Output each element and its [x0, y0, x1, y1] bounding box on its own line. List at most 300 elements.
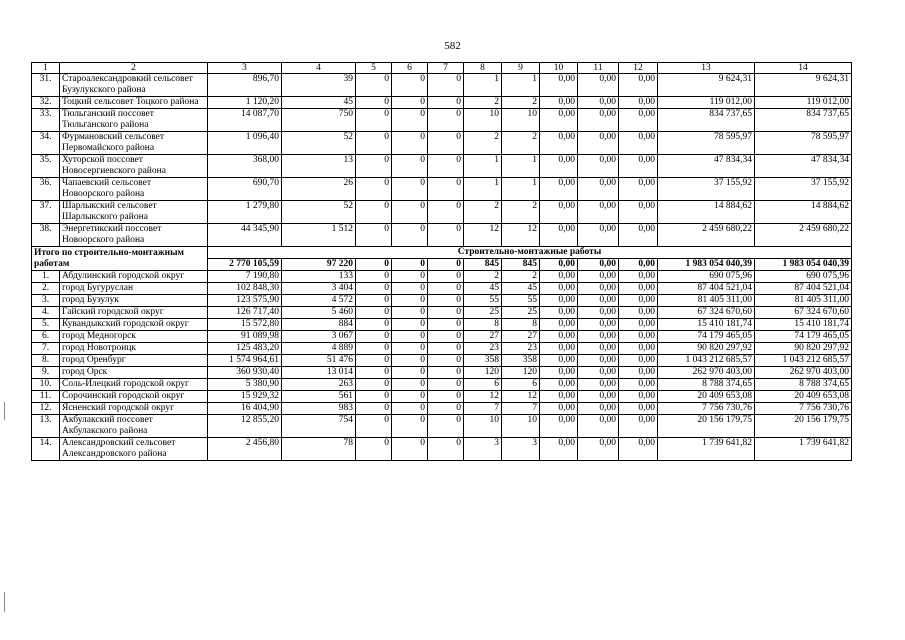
value-cell: 0,00: [578, 343, 619, 355]
value-cell: 0,00: [540, 307, 578, 319]
value-cell: 78: [282, 438, 356, 461]
value-cell: 74 179 465,05: [658, 331, 755, 343]
value-cell: 1 096,40: [208, 132, 282, 155]
value-cell: 262 970 403,00: [658, 367, 755, 379]
table-row: [32, 283, 852, 295]
value-cell: 87 404 521,04: [755, 283, 852, 295]
value-cell: 51 476: [282, 355, 356, 367]
value-cell: 0: [392, 109, 428, 132]
value-cell: 0,00: [619, 355, 658, 367]
table-row: [32, 331, 852, 343]
value-cell: 0,00: [540, 132, 578, 155]
column-number-row: [32, 63, 852, 74]
value-cell: 2: [502, 97, 540, 109]
total-value-cell: 1 983 054 040,39: [658, 259, 755, 271]
value-cell: 0: [428, 379, 464, 391]
column-number-cell: 7: [428, 63, 464, 74]
value-cell: 0,00: [540, 331, 578, 343]
value-cell: 12: [502, 391, 540, 403]
value-cell: 0: [392, 97, 428, 109]
row-number-cell: 1.: [32, 271, 60, 283]
value-cell: 0,00: [540, 355, 578, 367]
value-cell: 4 572: [282, 295, 356, 307]
table-row: [32, 403, 852, 415]
value-cell: 0,00: [578, 74, 619, 97]
value-cell: 133: [282, 271, 356, 283]
value-cell: 0: [392, 343, 428, 355]
value-cell: 0: [428, 109, 464, 132]
value-cell: 0: [428, 391, 464, 403]
value-cell: 14 884,62: [658, 201, 755, 224]
value-cell: 0,00: [578, 319, 619, 331]
value-cell: 0,00: [619, 224, 658, 247]
value-cell: 0,00: [578, 307, 619, 319]
value-cell: 47 834,34: [658, 155, 755, 178]
value-cell: 10: [464, 415, 502, 438]
value-cell: 45: [502, 283, 540, 295]
value-cell: 0,00: [619, 403, 658, 415]
table-row: [32, 132, 852, 155]
value-cell: 0,00: [540, 283, 578, 295]
row-number-cell: 38.: [32, 224, 60, 247]
value-cell: 0: [392, 391, 428, 403]
value-cell: 7 190,80: [208, 271, 282, 283]
value-cell: 12: [502, 224, 540, 247]
value-cell: 5 380,90: [208, 379, 282, 391]
value-cell: 27: [502, 331, 540, 343]
table-row: [32, 97, 852, 109]
municipality-name-cell: Александровский сельсовет Александровского района: [60, 438, 208, 461]
value-cell: 90 820 297,92: [658, 343, 755, 355]
value-cell: 263: [282, 379, 356, 391]
value-cell: 0: [392, 295, 428, 307]
value-cell: 0: [428, 155, 464, 178]
total-value-cell: 0,00: [619, 259, 658, 271]
value-cell: 1: [464, 155, 502, 178]
value-cell: 884: [282, 319, 356, 331]
value-cell: 0: [428, 283, 464, 295]
value-cell: 0,00: [540, 343, 578, 355]
value-cell: 2: [464, 132, 502, 155]
value-cell: 0: [428, 132, 464, 155]
value-cell: 47 834,34: [755, 155, 852, 178]
value-cell: 754: [282, 415, 356, 438]
value-cell: 0: [428, 403, 464, 415]
value-cell: 0: [428, 224, 464, 247]
value-cell: 0: [428, 415, 464, 438]
value-cell: 16 404,90: [208, 403, 282, 415]
column-number-cell: 8: [464, 63, 502, 74]
table-row: [32, 155, 852, 178]
value-cell: 0: [356, 178, 392, 201]
value-cell: 0,00: [619, 343, 658, 355]
value-cell: 1 512: [282, 224, 356, 247]
value-cell: 690 075,96: [658, 271, 755, 283]
row-number-cell: 12.: [32, 403, 60, 415]
municipality-name-cell: Гайский городской округ: [60, 307, 208, 319]
value-cell: 0,00: [619, 319, 658, 331]
value-cell: 561: [282, 391, 356, 403]
total-value-cell: 0: [428, 259, 464, 271]
value-cell: 1 574 964,61: [208, 355, 282, 367]
value-cell: 0,00: [540, 415, 578, 438]
value-cell: 0,00: [540, 201, 578, 224]
value-cell: 15 572,80: [208, 319, 282, 331]
value-cell: 0,00: [540, 155, 578, 178]
value-cell: 0: [428, 201, 464, 224]
row-number-cell: 11.: [32, 391, 60, 403]
value-cell: 0,00: [619, 415, 658, 438]
value-cell: 0: [392, 355, 428, 367]
value-cell: 78 595,97: [658, 132, 755, 155]
value-cell: 0,00: [540, 319, 578, 331]
value-cell: 0,00: [578, 438, 619, 461]
value-cell: 7: [502, 403, 540, 415]
value-cell: 2 459 680,22: [755, 224, 852, 247]
value-cell: 0,00: [540, 109, 578, 132]
value-cell: 360 930,40: [208, 367, 282, 379]
value-cell: 14 884,62: [755, 201, 852, 224]
table-row: [32, 307, 852, 319]
value-cell: 3 067: [282, 331, 356, 343]
row-number-cell: 4.: [32, 307, 60, 319]
value-cell: 0: [392, 178, 428, 201]
row-number-cell: 2.: [32, 283, 60, 295]
column-number-cell: 3: [208, 63, 282, 74]
value-cell: 0: [392, 331, 428, 343]
value-cell: 44 345,90: [208, 224, 282, 247]
value-cell: 0,00: [619, 379, 658, 391]
column-number-cell: 9: [502, 63, 540, 74]
value-cell: 87 404 521,04: [658, 283, 755, 295]
total-value-cell: 0: [392, 259, 428, 271]
value-cell: 0: [428, 367, 464, 379]
value-cell: 0: [428, 295, 464, 307]
table-row: [32, 271, 852, 283]
value-cell: 0,00: [619, 74, 658, 97]
value-cell: 1: [502, 178, 540, 201]
value-cell: 0,00: [540, 403, 578, 415]
value-cell: 0: [392, 415, 428, 438]
scan-edge-mark: [4, 402, 5, 420]
row-number-cell: 33.: [32, 109, 60, 132]
value-cell: 896,70: [208, 74, 282, 97]
municipality-name-cell: Кувандыкский городской округ: [60, 319, 208, 331]
value-cell: 1 043 212 685,57: [755, 355, 852, 367]
value-cell: 0,00: [540, 224, 578, 247]
table-row: [32, 379, 852, 391]
value-cell: 126 717,40: [208, 307, 282, 319]
value-cell: 2: [502, 201, 540, 224]
column-number-cell: 12: [619, 63, 658, 74]
value-cell: 81 405 311,00: [755, 295, 852, 307]
row-number-cell: 9.: [32, 367, 60, 379]
table-row: [32, 391, 852, 403]
value-cell: 1 120,20: [208, 97, 282, 109]
municipality-name-cell: Староалександровкий сельсовет Бузулукского района: [60, 74, 208, 97]
value-cell: 358: [502, 355, 540, 367]
table-row: [32, 201, 852, 224]
value-cell: 9 624,31: [658, 74, 755, 97]
value-cell: 0,00: [578, 109, 619, 132]
value-cell: 0,00: [540, 367, 578, 379]
value-cell: 15 410 181,74: [658, 319, 755, 331]
value-cell: 0,00: [619, 307, 658, 319]
value-cell: 358: [464, 355, 502, 367]
value-cell: 0: [428, 74, 464, 97]
value-cell: 20 156 179,75: [658, 415, 755, 438]
row-number-cell: 8.: [32, 355, 60, 367]
value-cell: 0: [356, 201, 392, 224]
value-cell: 0: [356, 331, 392, 343]
value-cell: 0: [428, 97, 464, 109]
value-cell: 39: [282, 74, 356, 97]
value-cell: 3: [502, 438, 540, 461]
municipality-name-cell: Шарлыкский сельсовет Шарлыкского района: [60, 201, 208, 224]
table-row: [32, 343, 852, 355]
value-cell: 45: [282, 97, 356, 109]
column-number-cell: 11: [578, 63, 619, 74]
value-cell: 0,00: [578, 379, 619, 391]
value-cell: 0,00: [619, 97, 658, 109]
value-cell: 55: [502, 295, 540, 307]
value-cell: 0,00: [578, 295, 619, 307]
municipality-name-cell: город Оренбург: [60, 355, 208, 367]
value-cell: 0: [392, 132, 428, 155]
value-cell: 10: [502, 415, 540, 438]
value-cell: 0: [356, 367, 392, 379]
value-cell: 0,00: [578, 331, 619, 343]
value-cell: 4 889: [282, 343, 356, 355]
total-value-cell: 845: [464, 259, 502, 271]
value-cell: 0: [392, 403, 428, 415]
value-cell: 8 788 374,65: [755, 379, 852, 391]
value-cell: 0,00: [540, 178, 578, 201]
row-number-cell: 36.: [32, 178, 60, 201]
value-cell: 12: [464, 391, 502, 403]
value-cell: 0,00: [540, 391, 578, 403]
value-cell: 0,00: [619, 331, 658, 343]
value-cell: 20 409 653,08: [658, 391, 755, 403]
value-cell: 0,00: [578, 391, 619, 403]
municipality-name-cell: город Бугуруслан: [60, 283, 208, 295]
municipality-name-cell: Сорочинский городской округ: [60, 391, 208, 403]
value-cell: 262 970 403,00: [755, 367, 852, 379]
value-cell: 1 279,80: [208, 201, 282, 224]
value-cell: 10: [502, 109, 540, 132]
value-cell: 15 929,32: [208, 391, 282, 403]
value-cell: 0: [392, 271, 428, 283]
value-cell: 0,00: [578, 132, 619, 155]
page-number: 582: [444, 40, 461, 52]
value-cell: 0,00: [578, 283, 619, 295]
value-cell: 0: [392, 224, 428, 247]
value-cell: 37 155,92: [658, 178, 755, 201]
value-cell: 0: [428, 355, 464, 367]
value-cell: 0,00: [578, 415, 619, 438]
value-cell: 2 459 680,22: [658, 224, 755, 247]
value-cell: 0: [392, 307, 428, 319]
value-cell: 368,00: [208, 155, 282, 178]
section-header-row: [32, 247, 852, 259]
municipality-name-cell: Фурмановский сельсовет Первомайского района: [60, 132, 208, 155]
value-cell: 0: [356, 97, 392, 109]
value-cell: 0,00: [578, 178, 619, 201]
municipality-name-cell: город Бузулук: [60, 295, 208, 307]
value-cell: 0,00: [540, 379, 578, 391]
value-cell: 0: [356, 109, 392, 132]
value-cell: 12: [464, 224, 502, 247]
total-value-cell: 0,00: [540, 259, 578, 271]
table-row: [32, 74, 852, 97]
value-cell: 0: [428, 307, 464, 319]
value-cell: 2: [464, 201, 502, 224]
row-number-cell: 37.: [32, 201, 60, 224]
value-cell: 2: [464, 97, 502, 109]
value-cell: 15 410 181,74: [755, 319, 852, 331]
value-cell: 7 756 730,76: [658, 403, 755, 415]
value-cell: 7: [464, 403, 502, 415]
total-value-cell: 2 770 105,59: [208, 259, 282, 271]
column-number-cell: 1: [32, 63, 60, 74]
value-cell: 0: [428, 438, 464, 461]
row-number-cell: 32.: [32, 97, 60, 109]
value-cell: 0: [356, 283, 392, 295]
table-row: [32, 109, 852, 132]
value-cell: 13 014: [282, 367, 356, 379]
municipality-name-cell: город Орск: [60, 367, 208, 379]
value-cell: 102 848,30: [208, 283, 282, 295]
value-cell: 14 087,70: [208, 109, 282, 132]
row-number-cell: 31.: [32, 74, 60, 97]
value-cell: 0,00: [578, 403, 619, 415]
value-cell: 834 737,65: [755, 109, 852, 132]
value-cell: 0,00: [540, 295, 578, 307]
value-cell: 0: [356, 415, 392, 438]
value-cell: 0: [392, 319, 428, 331]
municipality-name-cell: Ясненский городской округ: [60, 403, 208, 415]
municipality-name-cell: Энергетикский поссовет Новоорского района: [60, 224, 208, 247]
value-cell: 74 179 465,05: [755, 331, 852, 343]
value-cell: 0,00: [619, 178, 658, 201]
value-cell: 26: [282, 178, 356, 201]
scan-edge-mark: [4, 592, 5, 612]
value-cell: 0: [392, 438, 428, 461]
municipality-name-cell: Соль-Илецкий городской округ: [60, 379, 208, 391]
value-cell: 10: [464, 109, 502, 132]
total-value-cell: 1 983 054 040,39: [755, 259, 852, 271]
value-cell: 750: [282, 109, 356, 132]
value-cell: 6: [502, 379, 540, 391]
municipality-name-cell: Чапаевский сельсовет Новоорского района: [60, 178, 208, 201]
value-cell: 12 855,20: [208, 415, 282, 438]
value-cell: 0,00: [619, 201, 658, 224]
value-cell: 91 089,98: [208, 331, 282, 343]
value-cell: 27: [464, 331, 502, 343]
value-cell: 0,00: [578, 97, 619, 109]
municipality-name-cell: Абдулинский городской округ: [60, 271, 208, 283]
value-cell: 0: [356, 132, 392, 155]
value-cell: 0,00: [578, 271, 619, 283]
row-number-cell: 7.: [32, 343, 60, 355]
value-cell: 2: [502, 271, 540, 283]
value-cell: 0: [356, 271, 392, 283]
data-table: [31, 62, 852, 461]
total-value-cell: 97 220: [282, 259, 356, 271]
value-cell: 0: [356, 74, 392, 97]
total-label-cell: Итого по строительно-монтажным работам: [32, 247, 208, 271]
value-cell: 0: [356, 403, 392, 415]
value-cell: 81 405 311,00: [658, 295, 755, 307]
municipality-name-cell: Тюльганский поссовет Тюльганского района: [60, 109, 208, 132]
value-cell: 0,00: [578, 355, 619, 367]
value-cell: 0: [428, 331, 464, 343]
value-cell: 0,00: [578, 224, 619, 247]
value-cell: 120: [502, 367, 540, 379]
value-cell: 45: [464, 283, 502, 295]
value-cell: 120: [464, 367, 502, 379]
municipality-name-cell: Тоцкий сельсовет Тоцкого района: [60, 97, 208, 109]
row-number-cell: 35.: [32, 155, 60, 178]
value-cell: 0: [356, 319, 392, 331]
municipality-name-cell: город Новотроицк: [60, 343, 208, 355]
value-cell: 0: [392, 74, 428, 97]
value-cell: 55: [464, 295, 502, 307]
value-cell: 0,00: [619, 109, 658, 132]
value-cell: 7 756 730,76: [755, 403, 852, 415]
row-number-cell: 13.: [32, 415, 60, 438]
municipality-name-cell: Акбулакский поссовет Акбулакского района: [60, 415, 208, 438]
value-cell: 0: [356, 307, 392, 319]
column-number-cell: 4: [282, 63, 356, 74]
value-cell: 13: [282, 155, 356, 178]
value-cell: 0,00: [619, 391, 658, 403]
value-cell: 0: [392, 201, 428, 224]
value-cell: 690,70: [208, 178, 282, 201]
value-cell: 78 595,97: [755, 132, 852, 155]
value-cell: 1: [464, 74, 502, 97]
column-number-cell: 6: [392, 63, 428, 74]
table-row: [32, 367, 852, 379]
column-number-cell: 13: [658, 63, 755, 74]
value-cell: 0,00: [619, 438, 658, 461]
value-cell: 0: [428, 271, 464, 283]
value-cell: 0,00: [619, 283, 658, 295]
value-cell: 0,00: [578, 201, 619, 224]
value-cell: 0: [392, 379, 428, 391]
value-cell: 0: [356, 391, 392, 403]
value-cell: 8: [502, 319, 540, 331]
value-cell: 52: [282, 201, 356, 224]
value-cell: 20 409 653,08: [755, 391, 852, 403]
value-cell: 1: [464, 178, 502, 201]
row-number-cell: 5.: [32, 319, 60, 331]
value-cell: 1 739 641,82: [658, 438, 755, 461]
value-cell: 3 404: [282, 283, 356, 295]
value-cell: 1 043 212 685,57: [658, 355, 755, 367]
value-cell: 0: [428, 343, 464, 355]
column-number-cell: 5: [356, 63, 392, 74]
value-cell: 0,00: [619, 367, 658, 379]
value-cell: 1 739 641,82: [755, 438, 852, 461]
value-cell: 23: [502, 343, 540, 355]
table-row: [32, 319, 852, 331]
value-cell: 0,00: [619, 271, 658, 283]
value-cell: 0,00: [540, 438, 578, 461]
value-cell: 8: [464, 319, 502, 331]
total-value-cell: 845: [502, 259, 540, 271]
value-cell: 52: [282, 132, 356, 155]
